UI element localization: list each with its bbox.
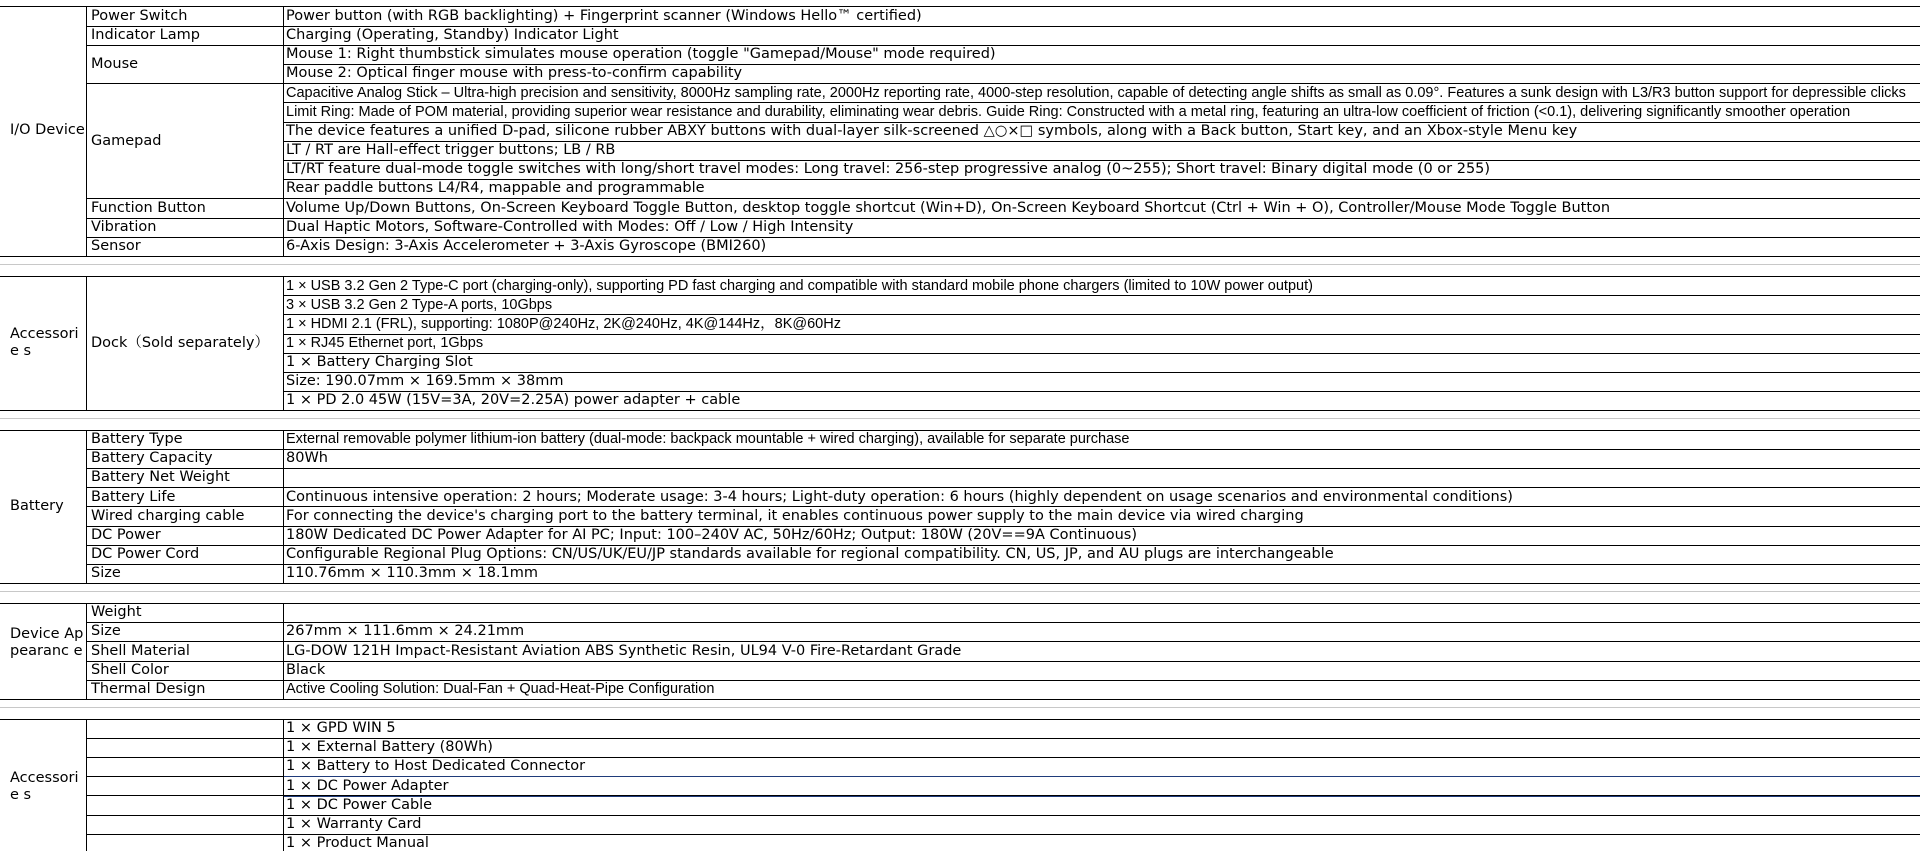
row-value-dock-3: 1 × HDMI 2.1 (FRL), supporting: 1080P@240Hz, 2K@240Hz, 4K@144Hz，8K@60Hz <box>286 316 841 332</box>
row-value-dc-power: 180W Dedicated DC Power Adapter for AI PC; Input: 100–240V AC, 50Hz/60Hz; Output: 180W (20V==9A Continuous) <box>286 527 1138 543</box>
row-value-dock-4: 1 × RJ45 Ethernet port, 1Gbps <box>286 335 484 351</box>
row-label-shell-material: Shell Material <box>91 643 190 659</box>
row-label-device-size: Size <box>91 623 121 639</box>
row-value-thermal-design: Active Cooling Solution: Dual-Fan + Quad-Heat-Pipe Configuration <box>286 681 715 697</box>
row-label-dock: Dock（Sold separately） <box>91 335 269 351</box>
row-value-dock-1: 1 × USB 3.2 Gen 2 Type-C port (charging-only), supporting PD fast charging and compatible with standard mobile phone chargers (limited to 10W power output) <box>286 278 1313 294</box>
category-accessories-package: Accessorie s <box>10 770 79 803</box>
row-value-battery-net-weight <box>286 468 1916 487</box>
row-value-weight <box>286 603 1916 622</box>
row-label-shell-color: Shell Color <box>91 662 169 678</box>
row-value-package-5: 1 × DC Power Cable <box>286 797 433 813</box>
category-battery: Battery <box>10 498 64 514</box>
row-value-gamepad-4: LT / RT are Hall-effect trigger buttons; LB / RB <box>286 142 616 158</box>
row-value-gamepad-5: LT/RT feature dual-mode toggle switches with long/short travel modes: Long travel: 256-step progressive analog (0~255); Short travel: Binary digital mode (0 or 255) <box>286 161 1491 177</box>
row-value-package-1: 1 × GPD WIN 5 <box>286 720 396 736</box>
row-value-dock-5: 1 × Battery Charging Slot <box>286 354 473 370</box>
row-value-mouse-2: Mouse 2: Optical finger mouse with press-to-confirm capability <box>286 65 743 81</box>
row-value-dock-7: 1 × PD 2.0 45W (15V=3A, 20V=2.25A) power adapter + cable <box>286 392 741 408</box>
row-value-wired-charging-cable: For connecting the device's charging port to the battery terminal, it enables continuous power supply to the main device via wired charging <box>286 508 1304 524</box>
row-label-battery-capacity: Battery Capacity <box>91 450 213 466</box>
row-value-function-button: Volume Up/Down Buttons, On-Screen Keyboard Toggle Button, desktop toggle shortcut (Win+D), On-Screen Keyboard Shortcut (Ctrl + Win + O), Controller/Mouse Mode Toggle Button <box>286 200 1611 216</box>
row-value-package-2: 1 × External Battery (80Wh) <box>286 739 493 755</box>
row-value-battery-type: External removable polymer lithium-ion battery (dual-mode: backpack mountable + wired charging), available for separate purchase <box>286 431 1130 447</box>
row-value-shell-material: LG-DOW 121H Impact-Resistant Aviation ABS Synthetic Resin, UL94 V-0 Fire-Retardant Grade <box>286 643 962 659</box>
row-label-function-button: Function Button <box>91 200 206 216</box>
row-value-power-switch: Power button (with RGB backlighting) + Fingerprint scanner (Windows Hello™ certified) <box>286 8 922 24</box>
row-value-device-size: 267mm × 111.6mm × 24.21mm <box>286 623 525 639</box>
row-value-battery-life: Continuous intensive operation: 2 hours; Moderate usage: 3-4 hours; Light-duty operation: 6 hours (highly dependent on usage scenarios and environmental conditions) <box>286 489 1513 505</box>
category-device-appearance: Device Appearanc e <box>10 626 84 659</box>
row-value-dock-2: 3 × USB 3.2 Gen 2 Type-A ports, 10Gbps <box>286 297 553 313</box>
row-value-sensor: 6-Axis Design: 3-Axis Accelerometer + 3-Axis Gyroscope (BMI260) <box>286 238 767 254</box>
row-value-shell-color: Black <box>286 662 326 678</box>
row-label-sensor: Sensor <box>91 238 141 254</box>
row-label-battery-life: Battery Life <box>91 489 176 505</box>
row-label-dc-power-cord: DC Power Cord <box>91 546 200 562</box>
row-label-mouse: Mouse <box>91 56 139 72</box>
row-value-dock-6: Size: 190.07mm × 169.5mm × 38mm <box>286 373 564 389</box>
row-label-vibration: Vibration <box>91 219 157 235</box>
row-value-gamepad-3: The device features a unified D-pad, silicone rubber ABXY buttons with dual-layer silk-screened △○×□ symbols, along with a Back button, Start key, and an Xbox-style Menu key <box>286 123 1578 139</box>
row-label-battery-net-weight: Battery Net Weight <box>91 469 230 485</box>
row-label-battery-type: Battery Type <box>91 431 183 447</box>
row-value-package-6: 1 × Warranty Card <box>286 816 422 832</box>
row-value-dc-power-cord: Configurable Regional Plug Options: CN/US/UK/EU/JP standards available for regional compatibility. CN, US, JP, and AU plugs are interchangeable <box>286 546 1334 562</box>
row-label-weight: Weight <box>91 604 142 620</box>
row-value-battery-capacity: 80Wh <box>286 450 328 466</box>
row-value-gamepad-1: Capacitive Analog Stick – Ultra-high precision and sensitivity, 8000Hz sampling rate, 2000Hz reporting rate, 4000-step resolution, capable of detecting angle shifts as small as 0.09°. Features a sunk design with L3/R3 button support for depressible clicks <box>286 85 1906 101</box>
row-label-gamepad: Gamepad <box>91 133 162 149</box>
row-value-indicator-lamp: Charging (Operating, Standby) Indicator Light <box>286 27 619 43</box>
row-label-dc-power: DC Power <box>91 527 161 543</box>
row-label-wired-charging-cable: Wired charging cable <box>91 508 245 524</box>
row-value-vibration: Dual Haptic Motors, Software-Controlled with Modes: Off / Low / High Intensity <box>286 219 854 235</box>
row-value-gamepad-2: Limit Ring: Made of POM material, providing superior wear resistance and durability, eliminating wear debris. Guide Ring: Constructed with a metal ring, featuring an ultra-low coefficient of friction (<0.1), delivering significantly smoother operation <box>286 104 1851 120</box>
row-label-indicator-lamp: Indicator Lamp <box>91 27 200 43</box>
row-value-package-4: 1 × DC Power Adapter <box>286 778 449 794</box>
row-label-thermal-design: Thermal Design <box>91 681 206 697</box>
row-value-battery-size: 110.76mm × 110.3mm × 18.1mm <box>286 565 539 581</box>
row-value-mouse-1: Mouse 1: Right thumbstick simulates mouse operation (toggle "Gamepad/Mouse" mode required) <box>286 46 996 62</box>
row-value-gamepad-6: Rear paddle buttons L4/R4, mappable and programmable <box>286 180 705 196</box>
row-value-package-7: 1 × Product Manual <box>286 835 429 851</box>
category-accessories-dock: Accessorie s <box>10 326 79 359</box>
row-label-power-switch: Power Switch <box>91 8 188 24</box>
row-value-package-3: 1 × Battery to Host Dedicated Connector <box>286 758 586 774</box>
row-label-battery-size: Size <box>91 565 121 581</box>
category-io-device: I/O Device <box>10 122 85 138</box>
